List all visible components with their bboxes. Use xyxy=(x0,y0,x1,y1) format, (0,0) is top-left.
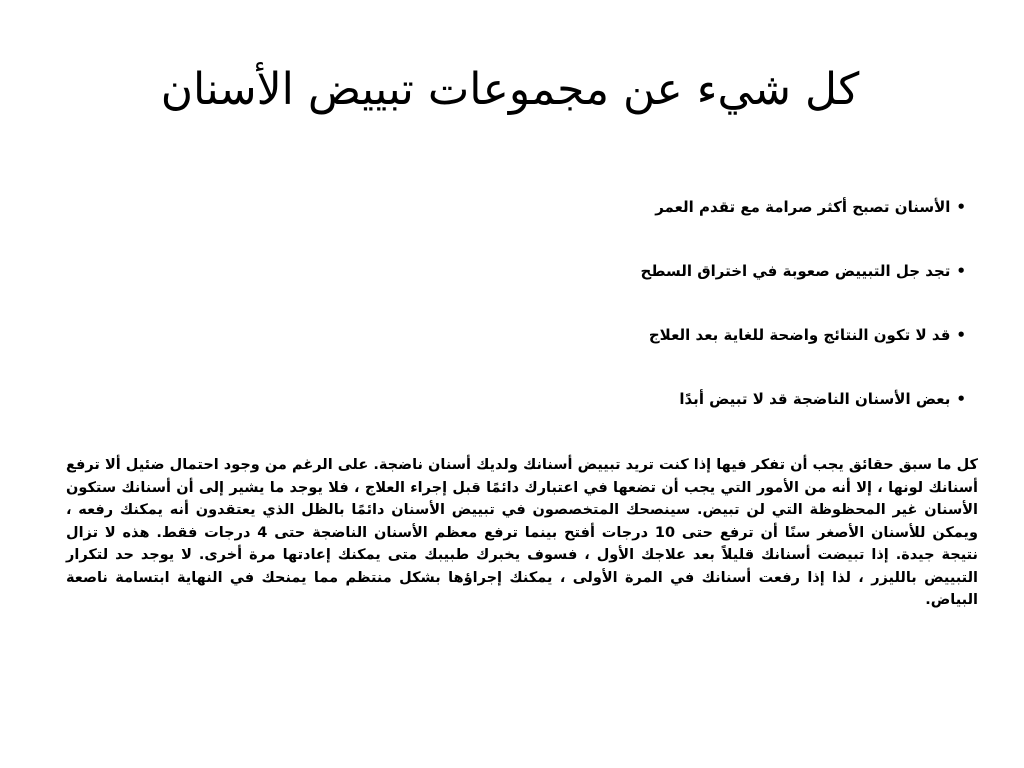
bullet-list xyxy=(206,195,966,451)
bullet-dot-icon: • xyxy=(956,198,966,216)
bullet-item xyxy=(206,259,966,283)
bullet-dot-icon: • xyxy=(956,390,966,408)
bullet-text: تجد جل التبييض صعوبة في اختراق السطح xyxy=(640,262,951,280)
bullet-item xyxy=(206,323,966,347)
bullet-dot-icon: • xyxy=(956,326,966,344)
slide-title: كل شيء عن مجموعات تبييض الأسنان xyxy=(160,64,860,115)
bullet-dot-icon: • xyxy=(956,262,966,280)
bullet-text: قد لا تكون النتائج واضحة للغاية بعد العلاج xyxy=(648,326,951,344)
body-paragraph: كل ما سبق حقائق يجب أن تفكر فيها إذا كنت تريد تبييض أسنانك ولديك أسنان ناضجة. على الرغم من وجود احتمال ضئيل ألا ترفع أسنانك لونها ، إلا أنه من الأمور التي يجب أن تضعها في اعتبارك دائمًا قبل إجراء العلاج ، فلا يوجد ما يشير إلى أن أسنانك ستكون الأسنان غير المحظوظة التي لن تبيض. سينصحك المتخصصون في تبييض الأسنان دائمًا بالظل الذي يعتقدون أنه يمكنك رفعه ، ويمكن للأسنان الأصغر سنًا أن ترفع حتى 10 درجات أفتح بينما ترفع معظم الأسنان الناضجة حتى 4 درجات فقط. هذه لا تزال نتيجة جيدة. إذا تبيضت أسنانك قليلاً بعد علاجك الأول ، فسوف يخبرك طبيبك متى يمكنك إعادتها مرة أخرى. لا يوجد حد لتكرار التبييض بالليزر ، لذا إذا رفعت أسنانك في المرة الأولى ، يمكنك إجراؤها بشكل منتظم مما يمنحك في النهاية ابتسامة ناصعة البياض. xyxy=(66,457,978,608)
bullet-item xyxy=(206,387,966,411)
bullet-text: بعض الأسنان الناضجة قد لا تبيض أبدًا xyxy=(679,390,951,408)
bullet-item xyxy=(206,195,966,219)
bullet-text: الأسنان تصبح أكثر صرامة مع تقدم العمر xyxy=(655,198,951,216)
